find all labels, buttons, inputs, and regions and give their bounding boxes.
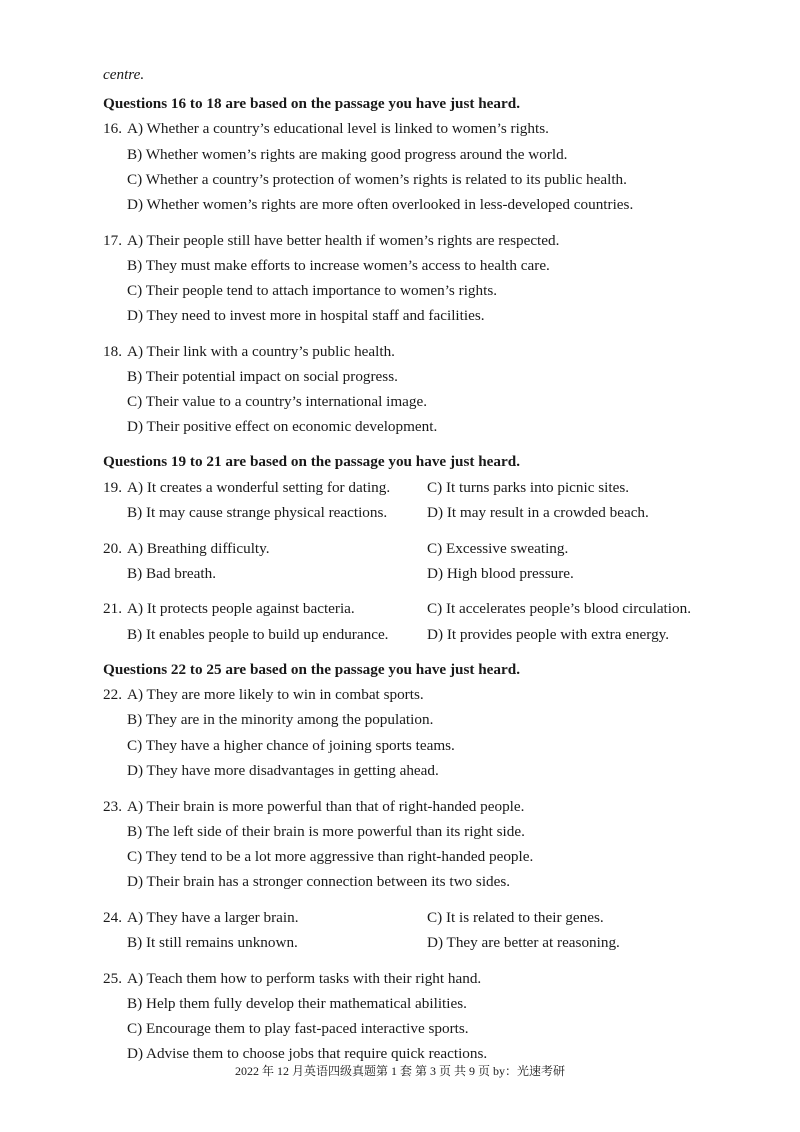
continued-text: centre. — [103, 66, 145, 83]
option-c: C) It is related to their genes. — [427, 909, 604, 926]
option-a: A) Their link with a country’s public health. — [127, 343, 395, 360]
option-b: B) They must make efforts to increase women’s access to health care. — [127, 257, 550, 274]
option-a: A) It protects people against bacteria. — [127, 600, 355, 617]
option-d: D) Their brain has a stronger connection between its two sides. — [127, 873, 511, 890]
question-number: 20. — [103, 540, 122, 557]
option-a: A) Teach them how to perform tasks with their right hand. — [127, 970, 482, 987]
question-number: 17. — [103, 232, 122, 249]
question-number: 23. — [103, 798, 122, 815]
question-number: 21. — [103, 600, 122, 617]
option-d: D) Whether women’s rights are more often overlooked in less-developed countries. — [127, 196, 634, 213]
option-c: C) Their value to a country’s international image. — [127, 393, 428, 410]
option-a: A) Their brain is more powerful than that of right-handed people. — [127, 798, 525, 815]
option-c: C) Encourage them to play fast-paced interactive sports. — [127, 1020, 469, 1037]
option-b: B) Bad breath. — [127, 565, 216, 582]
option-b: B) It may cause strange physical reactions. — [127, 504, 388, 521]
option-a: A) Breathing difficulty. — [127, 540, 270, 557]
question-number: 24. — [103, 909, 122, 926]
option-a: A) They have a larger brain. — [127, 909, 299, 926]
section-header: Questions 16 to 18 are based on the passage you have just heard. — [103, 95, 520, 112]
option-d: D) They have more disadvantages in getting ahead. — [127, 762, 439, 779]
option-c: C) They tend to be a lot more aggressive than right-handed people. — [127, 848, 534, 865]
question-number: 22. — [103, 686, 122, 703]
option-b: B) Whether women’s rights are making good progress around the world. — [127, 146, 568, 163]
section-header: Questions 22 to 25 are based on the passage you have just heard. — [103, 661, 520, 678]
question-number: 18. — [103, 343, 122, 360]
option-c: C) They have a higher chance of joining sports teams. — [127, 737, 455, 754]
option-b: B) Help them fully develop their mathematical abilities. — [127, 995, 467, 1012]
option-a: A) It creates a wonderful setting for dating. — [127, 479, 391, 496]
option-d: D) They need to invest more in hospital staff and facilities. — [127, 307, 485, 324]
question-number: 25. — [103, 970, 122, 987]
option-b: B) Their potential impact on social progress. — [127, 368, 398, 385]
option-c: C) It accelerates people’s blood circulation. — [427, 600, 691, 617]
option-a: A) Their people still have better health if women’s rights are respected. — [127, 232, 560, 249]
option-b: B) It still remains unknown. — [127, 934, 298, 951]
page-footer: 2022 年 12 月英语四级真题第 1 套 第 3 页 共 9 页 by：光速考研 — [234, 1064, 565, 1078]
option-b: B) It enables people to build up endurance. — [127, 626, 389, 643]
option-d: D) Advise them to choose jobs that require quick reactions. — [127, 1045, 488, 1062]
option-a: A) They are more likely to win in combat sports. — [127, 686, 424, 703]
option-c: C) Their people tend to attach importance to women’s rights. — [127, 282, 498, 299]
question-number: 16. — [103, 120, 122, 137]
option-b: B) The left side of their brain is more powerful than its right side. — [127, 823, 525, 840]
option-d: D) It provides people with extra energy. — [427, 626, 670, 643]
option-b: B) They are in the minority among the population. — [127, 711, 434, 728]
option-d: D) It may result in a crowded beach. — [427, 504, 649, 521]
option-d: D) High blood pressure. — [427, 565, 574, 582]
option-c: C) Whether a country’s protection of women’s rights is related to its public health. — [127, 171, 627, 188]
section-header: Questions 19 to 21 are based on the passage you have just heard. — [103, 453, 520, 470]
option-c: C) Excessive sweating. — [427, 540, 569, 557]
option-d: D) Their positive effect on economic development. — [127, 418, 438, 435]
option-a: A) Whether a country’s educational level is linked to women’s rights. — [127, 120, 549, 137]
option-d: D) They are better at reasoning. — [427, 934, 620, 951]
question-number: 19. — [103, 479, 122, 496]
option-c: C) It turns parks into picnic sites. — [427, 479, 630, 496]
